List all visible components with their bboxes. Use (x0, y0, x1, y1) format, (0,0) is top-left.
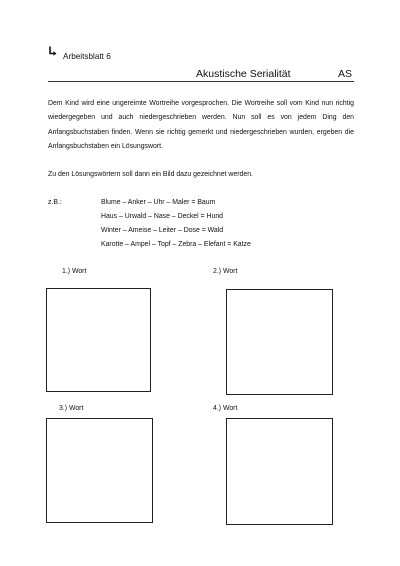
example-line: Haus – Urwald – Nase – Deckel = Hund (101, 213, 223, 220)
word-label-3: 3.) Wort (59, 405, 84, 412)
drawing-box-3[interactable] (46, 418, 153, 523)
drawing-box-4[interactable] (226, 418, 333, 525)
word-label-4: 4.) Wort (213, 405, 238, 412)
word-label-2: 2.) Wort (213, 268, 238, 275)
instructions-paragraph: Dem Kind wird eine ungereimte Wortreihe vorgesprochen. Die Wortreihe soll vom Kind nun richtig wiedergegeben und auch niedergeschrieben werden. Nun soll es von jedem Ding den Anfangsbuchstaben finden. Wenn sie richtig gemerkt und niedergeschrieben wurden, ergeben die Anfangsbuchstaben ein Lösungswort. (48, 100, 354, 150)
pointing-hand-icon (48, 46, 57, 57)
example-line: Winter – Ameise – Leiter – Dose = Wald (101, 227, 224, 234)
example-line: Blume – Anker – Uhr – Maler = Baum (101, 199, 216, 206)
title-divider (48, 81, 354, 82)
drawing-box-1[interactable] (46, 288, 151, 392)
page-title: Akustische Serialität (196, 68, 291, 80)
drawing-box-2[interactable] (226, 289, 333, 395)
drawing-instruction: Zu den Lösungswörtern soll dann ein Bild dazu gezeichnet werden. (48, 171, 253, 178)
worksheet-label: Arbeitsblatt 6 (63, 52, 111, 61)
worksheet-code: AS (338, 68, 353, 80)
example-label: z.B.: (48, 199, 62, 206)
example-line: Karotte – Ampel – Topf – Zebra – Elefant = Katze (101, 241, 251, 248)
word-label-1: 1.) Wort (62, 268, 87, 275)
